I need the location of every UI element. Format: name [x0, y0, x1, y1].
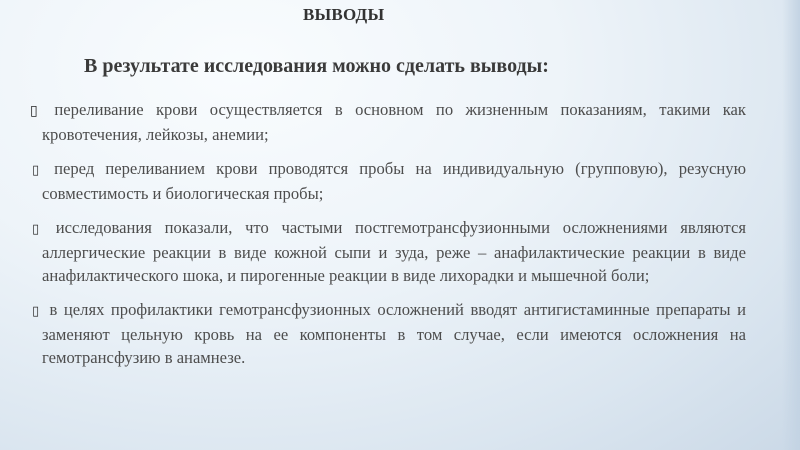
bullet-icon: ▯	[30, 103, 38, 119]
list-item-text: переливание крови осуществляется в основном по жизненным показаниям, такими как кровотечения, лейкозы, анемии;	[42, 100, 746, 144]
slide-heading: ВЫВОДЫ	[303, 5, 385, 24]
slide-subheading: В результате исследования можно сделать выводы:	[84, 55, 549, 77]
bullet-icon: ▯	[32, 304, 40, 319]
list-item	[30, 98, 746, 146]
bullet-icon: ▯	[32, 163, 40, 178]
list-item-text: в целях профилактики гемотрансфузионных осложнений вводят антигистаминные препараты и заменяют цельную кровь на ее компоненты в том случае, если имеются осложнения на гемотрансфузию в анамнезе.	[42, 300, 746, 367]
list-item-text: перед переливанием крови проводятся пробы на индивидуальную (групповую), резусную совместимость и биологическая пробы;	[42, 159, 746, 203]
conclusions-list	[30, 98, 746, 380]
list-item	[32, 216, 746, 287]
list-item	[32, 157, 746, 205]
bullet-icon: ▯	[32, 222, 40, 237]
slide-edge-decoration	[782, 0, 800, 450]
list-item	[32, 298, 746, 369]
list-item-text: исследования показали, что частыми постгемотрансфузионными осложнениями являются аллергические реакции в виде кожной сыпи и зуда, реже – анафилактические реакции в виде анафилактического шока, и пирогенные реакции в виде лихорадки и мышечной боли;	[42, 218, 746, 285]
